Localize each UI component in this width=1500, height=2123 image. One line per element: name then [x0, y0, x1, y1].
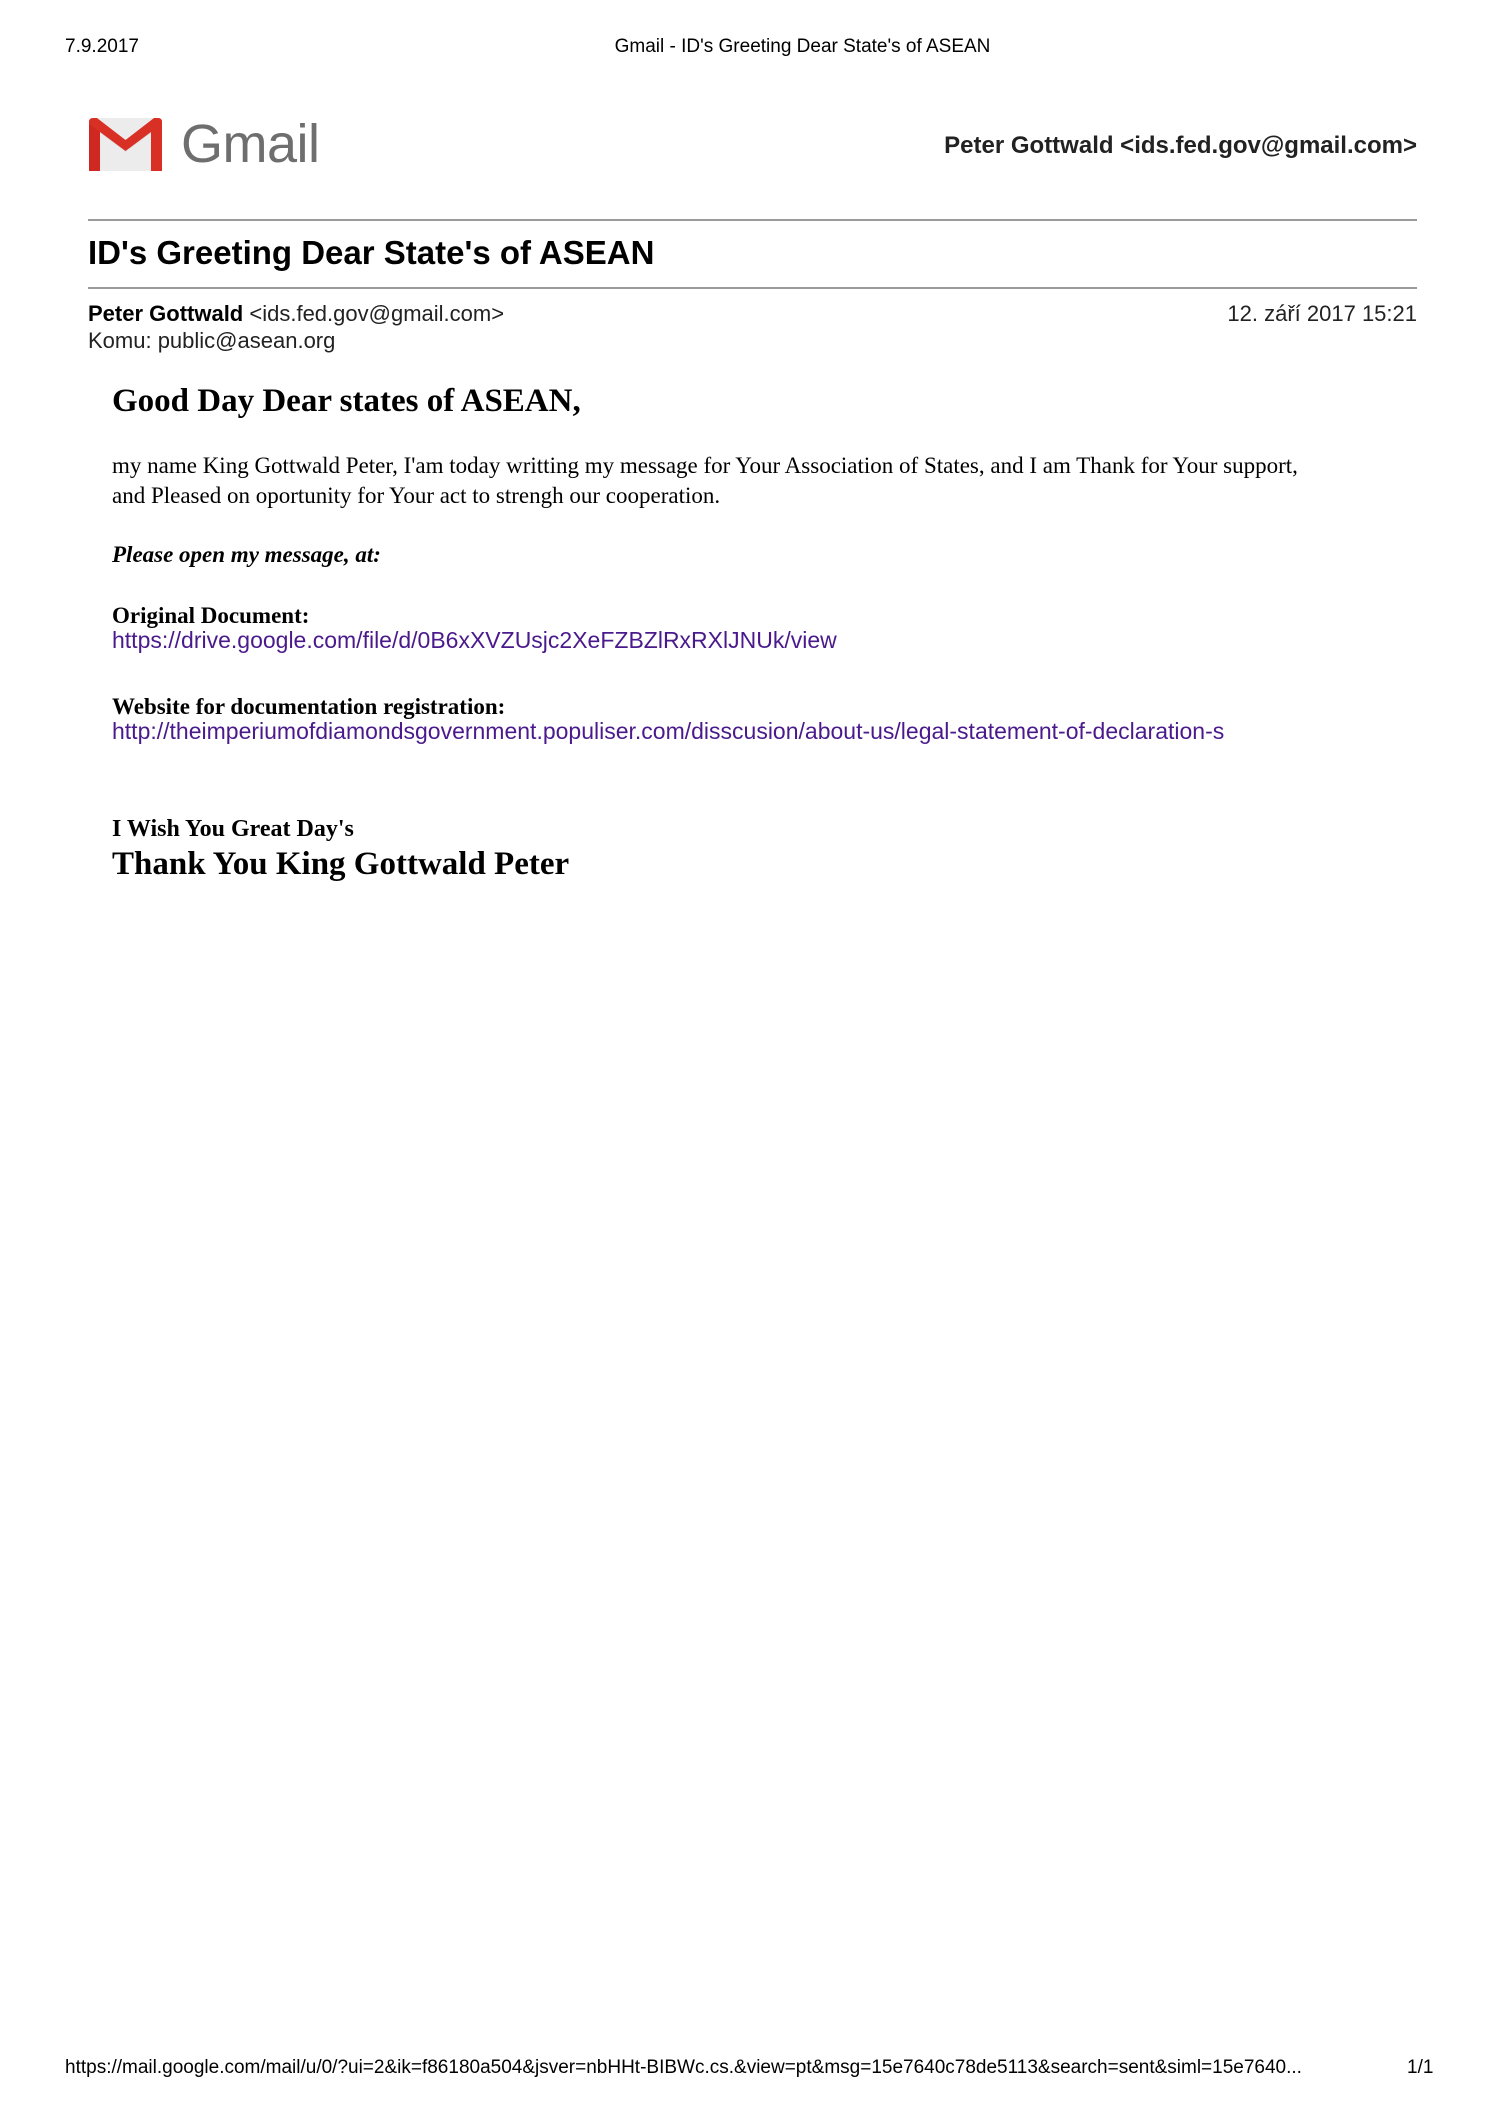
- page-number: 1/1: [1407, 2057, 1434, 2078]
- registration-website-label: Website for documentation registration:: [112, 694, 506, 719]
- signature: Thank You King Gottwald Peter: [112, 846, 570, 882]
- gmail-logo: [88, 115, 320, 173]
- print-title: Gmail - ID's Greeting Dear State's of ASEAN: [614, 36, 991, 57]
- gmail-wordmark: Gmail: [181, 114, 320, 174]
- prompt-text: Please open my message, at:: [112, 542, 381, 567]
- body-line: my name King Gottwald Peter, I'am today writting my message for Your Association of States, and I am Thank for Your support,: [112, 453, 1298, 478]
- sent-date: 12. září 2017 15:21: [1227, 301, 1417, 326]
- gmail-envelope-icon: [88, 116, 163, 172]
- recipient: Komu: public@asean.org: [88, 328, 336, 353]
- print-date: 7.9.2017: [65, 36, 139, 57]
- sender-name: Peter Gottwald: [88, 301, 244, 326]
- divider: [88, 287, 1417, 289]
- sender: [88, 301, 504, 327]
- closing: I Wish You Great Day's: [112, 816, 354, 842]
- body-paragraph: [112, 451, 1412, 511]
- account-label: Peter Gottwald <ids.fed.gov@gmail.com>: [944, 132, 1417, 159]
- divider: [88, 219, 1417, 221]
- greeting: Good Day Dear states of ASEAN,: [112, 383, 581, 419]
- body-line: and Pleased on oportunity for Your act to strengh our cooperation.: [112, 483, 721, 508]
- registration-website-link[interactable]: http://theimperiumofdiamondsgovernment.populiser.com/disscusion/about-us/legal-statement-of-declaration-s: [112, 718, 1225, 744]
- sender-email: <ids.fed.gov@gmail.com>: [249, 301, 505, 326]
- original-document-label: Original Document:: [112, 603, 310, 628]
- print-footer-url: https://mail.google.com/mail/u/0/?ui=2&ik=f86180a504&jsver=nbHHt-BIBWc.cs.&view=pt&msg=15e7640c78de5113&search=sent&siml=15e7640...: [65, 2057, 1302, 2078]
- subject-title: ID's Greeting Dear State's of ASEAN: [88, 234, 655, 271]
- original-document-link[interactable]: https://drive.google.com/file/d/0B6xXVZUsjc2XeFZBZlRxRXlJNUk/view: [112, 627, 837, 653]
